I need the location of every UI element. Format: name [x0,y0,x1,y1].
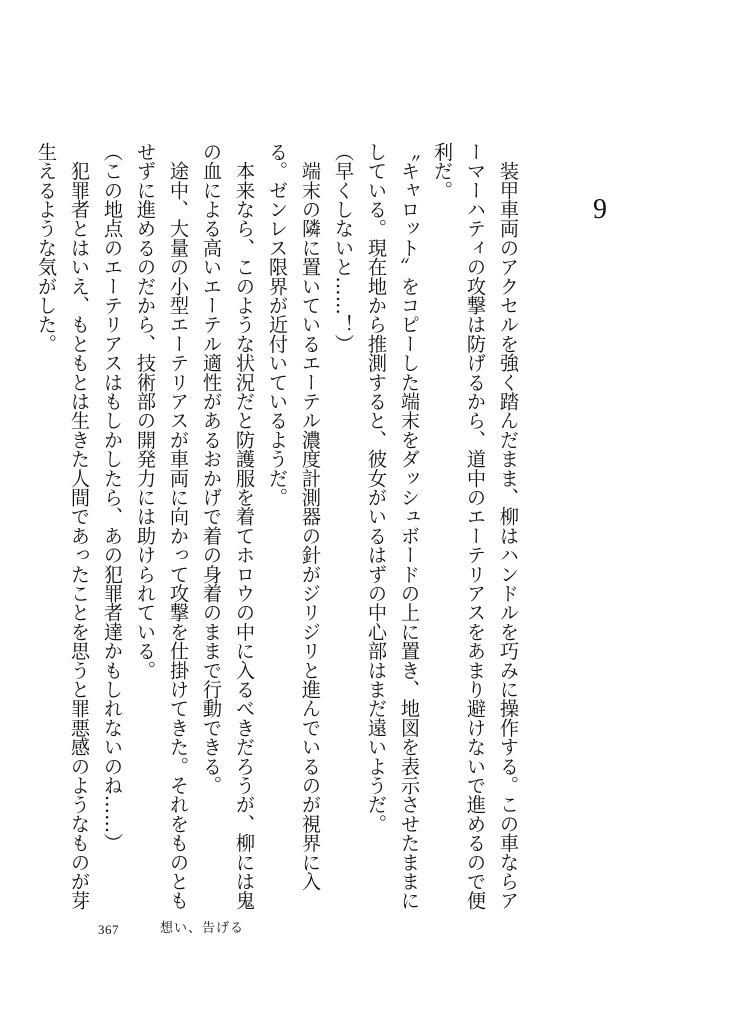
page-number: 367 [98,922,119,937]
paragraph: （この地点のエーテリアスはもしかしたら、あの犯罪者達かもしれないのね……） [101,142,124,853]
chapter-number: 9 [593,194,607,225]
paragraph: 〝キャロット〟をコピーした端末をダッシュボードの上に置き、地図を表示させたままにしている。現在地から推測すると、彼女がいるはずの中心部はまだ遠いようだ。 [365,142,421,910]
paragraph: 本来なら、このような状況だと防護服を着てホロウの中に入るべきだろうが、柳には鬼の血による高いエーテル適性があるおかげで着の身着のままで行動できる。 [200,142,256,910]
paragraph: 装甲車両のアクセルを強く踏んだまま、柳はハンドルを巧みに操作する。この車ならアーマーハティの攻撃は防げるから、道中のエーテリアスをあまり避けないで進めるので便利だ。 [431,142,520,910]
running-title: 想い、告げる [160,921,245,936]
body-text [30,142,525,912]
paragraph: （早くしないと……！） [332,142,355,354]
paragraph: 途中、大量の小型エーテリアスが車両に向かって攻撃を仕掛けてきた。それをものともせずに進めるのだから、技術部の開発力には助けられている。 [134,142,190,910]
paragraph: 犯罪者とはいえ、もともとは生きた人間であったことを思うと罪悪感のようなものが芽生えるような気がした。 [35,142,91,910]
paragraph: 端末の隣に置いているエーテル濃度計測器の針がジリジリと進んでいるのが視界に入る。ゼンレス限界が近付いているようだ。 [266,142,322,891]
